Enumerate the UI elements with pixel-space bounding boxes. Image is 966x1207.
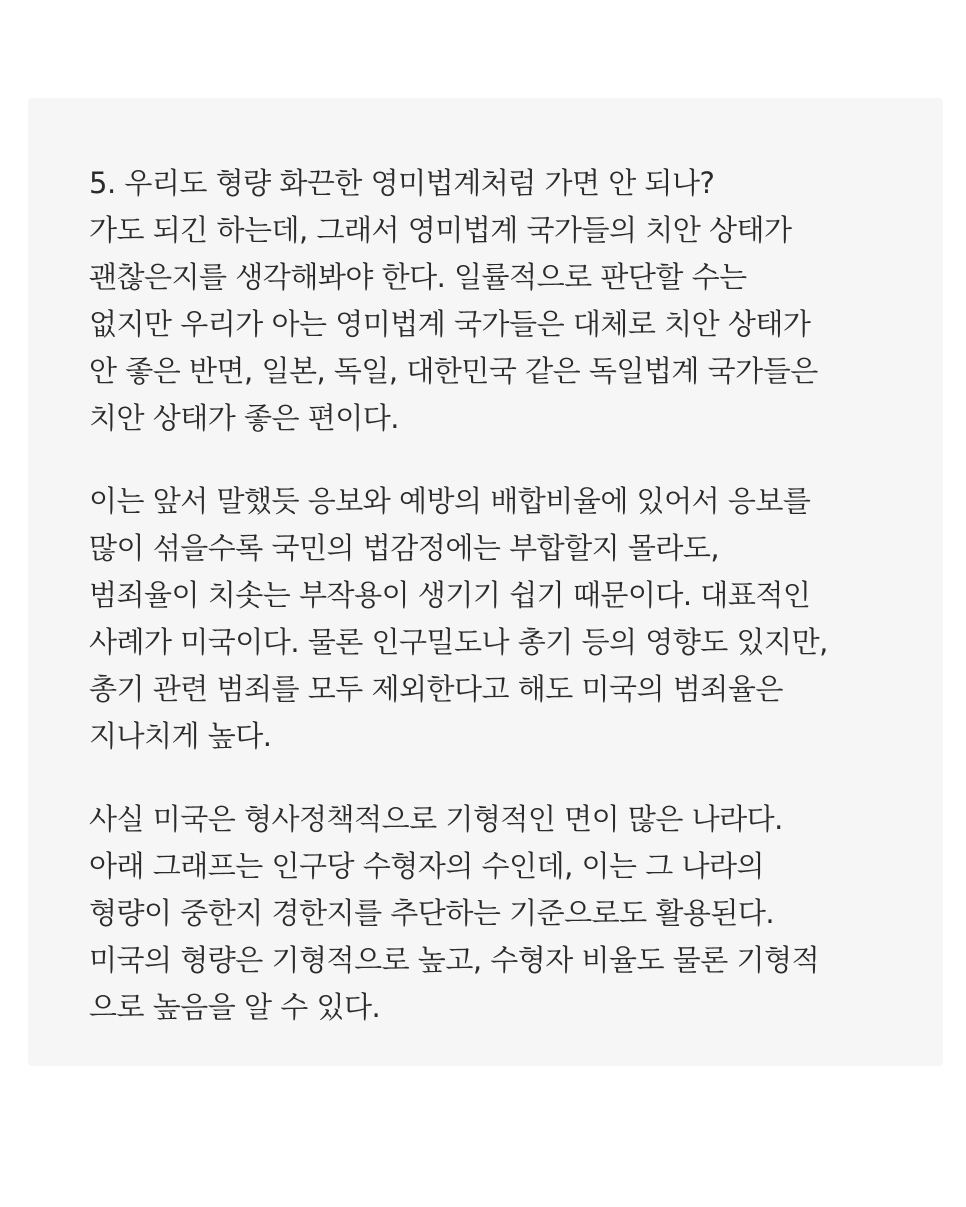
text-line: 형량이 중한지 경한지를 추단하는 기준으로도 활용된다. <box>89 896 775 930</box>
text-line: 미국의 형량은 기형적으로 높고, 수형자 비율도 물론 기형적 <box>89 943 820 977</box>
article-body <box>89 160 929 1067</box>
text-line: 괜찮은지를 생각해봐야 한다. 일률적으로 판단할 수는 <box>89 260 747 294</box>
paragraph-3 <box>89 796 929 1031</box>
text-line: 안 좋은 반면, 일본, 독일, 대한민국 같은 독일법계 국가들은 <box>89 354 818 388</box>
text-line: 가도 되긴 하는데, 그래서 영미법계 국가들의 치안 상태가 <box>89 213 792 247</box>
text-line: 없지만 우리가 아는 영미법계 국가들은 대체로 치안 상태가 <box>89 307 811 341</box>
text-line: 총기 관련 범죄를 모두 제외한다고 해도 미국의 범죄율은 <box>89 672 783 706</box>
paragraph-1 <box>89 160 929 442</box>
text-line: 5. 우리도 형량 화끈한 영미법계처럼 가면 안 되나? <box>89 166 715 200</box>
text-line: 아래 그래프는 인구당 수형자의 수인데, 이는 그 나라의 <box>89 849 765 883</box>
text-line: 사례가 미국이다. 물론 인구밀도나 총기 등의 영향도 있지만, <box>89 625 828 659</box>
text-line: 지나치게 높다. <box>89 719 272 753</box>
text-line: 치안 상태가 좋은 편이다. <box>89 401 400 435</box>
paragraph-2 <box>89 478 929 760</box>
text-line: 사실 미국은 형사정책적으로 기형적인 면이 많은 나라다. <box>89 802 783 836</box>
text-line: 많이 섞을수록 국민의 법감정에는 부합할지 몰라도, <box>89 531 720 565</box>
text-line: 이는 앞서 말했듯 응보와 예방의 배합비율에 있어서 응보를 <box>89 484 811 518</box>
text-line: 범죄율이 치솟는 부작용이 생기기 쉽기 때문이다. 대표적인 <box>89 578 811 612</box>
text-line: 으로 높음을 알 수 있다. <box>89 990 381 1024</box>
